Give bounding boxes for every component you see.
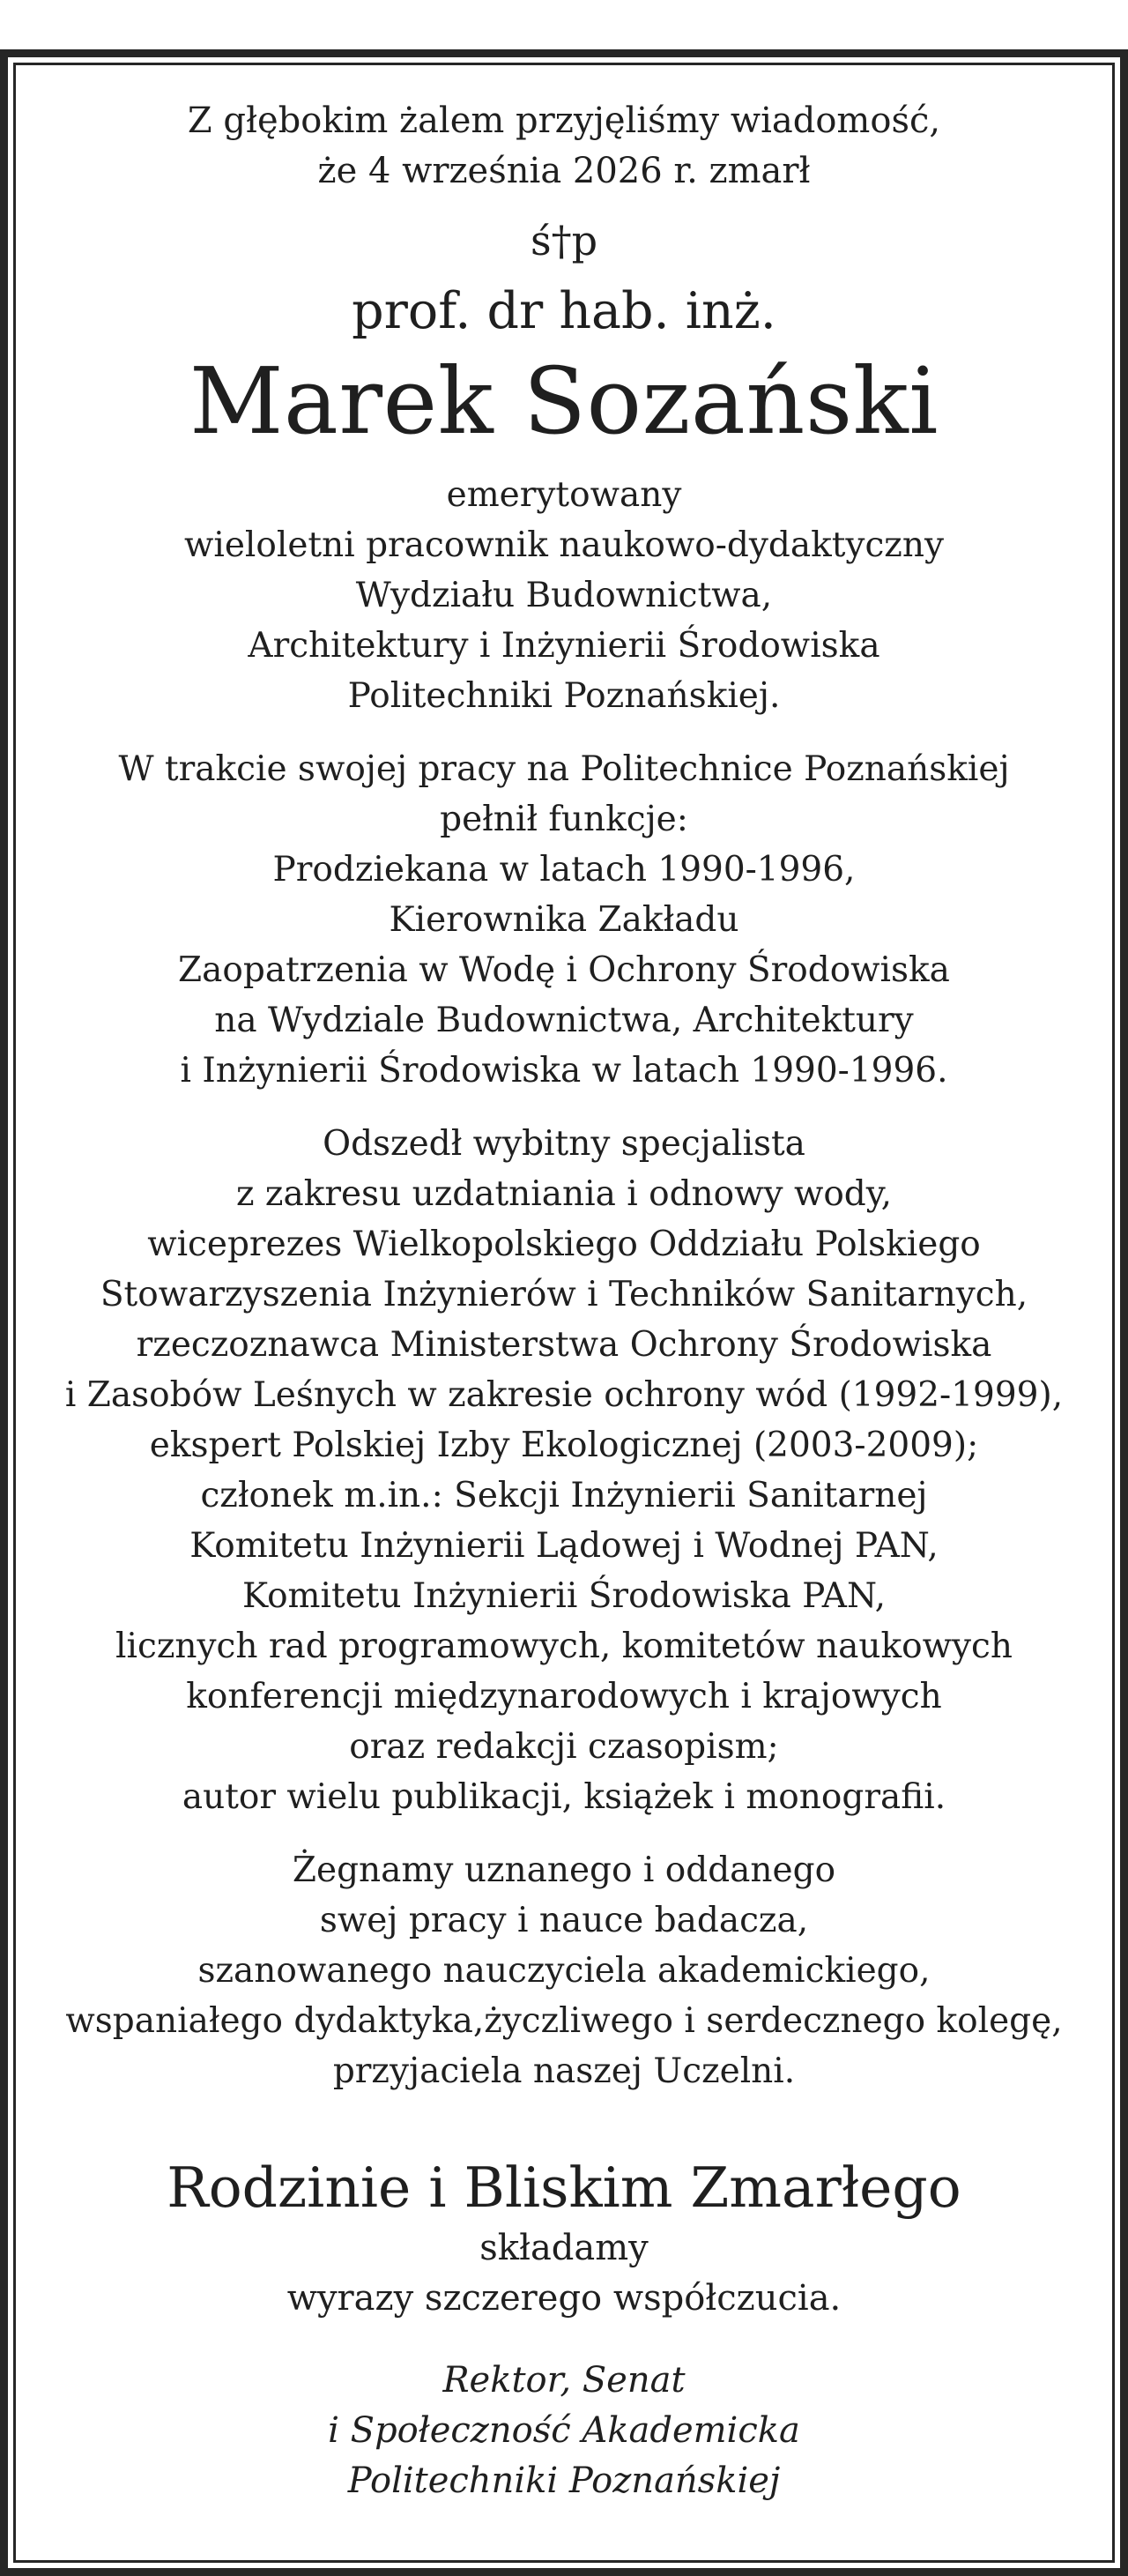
- paragraph-line: konferencji międzynarodowych i krajowych: [186, 1677, 942, 1716]
- paragraph-line: Prodziekana w latach 1990-1996,: [272, 850, 856, 890]
- paragraph-line: Zaopatrzenia w Wodę i Ochrony Środowiska: [178, 950, 950, 990]
- paragraph-line: swej pracy i nauce badacza,: [319, 1901, 809, 1940]
- paragraph-line: i Inżynierii Środowiska w latach 1990-1996.: [180, 1051, 948, 1091]
- intro-line: Z głębokim żalem przyjęliśmy wiadomość,: [187, 101, 941, 141]
- intro-line: że 4 września 2026 r. zmarł: [317, 151, 811, 191]
- paragraph-line: Komitetu Inżynierii Środowiska PAN,: [241, 1576, 886, 1616]
- paragraph-line: oraz redakcji czasopism;: [349, 1727, 779, 1767]
- paragraph-line: wieloletni pracownik naukowo-dydaktyczny: [183, 525, 945, 565]
- paragraph-line: Stowarzyszenia Inżynierów i Techników Sanitarnych,: [100, 1275, 1028, 1314]
- paragraph-line: Odszedł wybitny specjalista: [323, 1124, 805, 1164]
- paragraph-line: Komitetu Inżynierii Lądowej i Wodnej PAN,: [189, 1526, 939, 1566]
- paragraph-achievements: [8, 1119, 1120, 1822]
- condolence-line: wyrazy szczerego współczucia.: [286, 2278, 842, 2319]
- paragraph-line: wspaniałego dydaktyka,życzliwego i serdecznego kolegę,: [65, 2001, 1063, 2041]
- condolence-text: [8, 2223, 1120, 2324]
- condolence-heading: Rodzinie i Bliskim Zmarłego: [167, 2155, 961, 2220]
- paragraph-line: i Zasobów Leśnych w zakresie ochrony wód (1992-1999),: [64, 1375, 1064, 1415]
- paragraph-line: pełnił funkcje:: [440, 800, 688, 839]
- condolence-line: składamy: [479, 2228, 649, 2268]
- obituary-content: [8, 96, 1120, 2506]
- obituary-paper: [8, 57, 1120, 2568]
- obituary-outer-border: [0, 49, 1128, 2576]
- paragraph-farewell: [8, 1845, 1120, 2096]
- paragraph-line: szanowanego nauczyciela akademickiego,: [197, 1951, 931, 1991]
- paragraph-line: Wydziału Budownictwa,: [355, 576, 773, 615]
- paragraph-line: rzeczoznawca Ministerstwa Ochrony Środowiska: [136, 1325, 992, 1365]
- paragraph-line: Kierownika Zakładu: [389, 900, 739, 940]
- paragraph-line: na Wydziale Budownictwa, Architektury: [214, 1001, 914, 1040]
- deceased-name: Marek Sozański: [189, 347, 939, 455]
- paragraph-line: wiceprezes Wielkopolskiego Oddziału Polskiego: [147, 1225, 981, 1264]
- paragraph-line: autor wielu publikacji, książek i monografii.: [182, 1777, 946, 1817]
- paragraph-line: licznych rad programowych, komitetów naukowych: [115, 1627, 1013, 1666]
- paragraph-functions: [8, 744, 1120, 1096]
- paragraph-line: W trakcie swojej pracy na Politechnice Poznańskiej: [118, 749, 1010, 789]
- paragraph-line: emerytowany: [446, 475, 682, 515]
- academic-title: prof. dr hab. inż.: [352, 282, 776, 340]
- signature-line: i Społeczność Akademicka: [328, 2410, 800, 2451]
- paragraph-line: z zakresu uzdatniania i odnowy wody,: [235, 1174, 893, 1214]
- paragraph-line: Architektury i Inżynierii Środowiska: [248, 626, 880, 666]
- paragraph-line: przyjaciela naszej Uczelni.: [332, 2051, 796, 2091]
- signature-block: [8, 2356, 1120, 2506]
- paragraph-line: członek m.in.: Sekcji Inżynierii Sanitarnej: [200, 1476, 928, 1515]
- paragraph-line: Politechniki Poznańskiej.: [347, 676, 781, 716]
- signature-line: Politechniki Poznańskiej: [347, 2461, 781, 2501]
- obituary-intro: [8, 96, 1120, 197]
- paragraph-position: [8, 470, 1120, 721]
- stp-cross-mark: ś†p: [530, 217, 598, 264]
- paragraph-line: ekspert Polskiej Izby Ekologicznej (2003-2009);: [149, 1426, 979, 1465]
- signature-line: Rektor, Senat: [442, 2360, 686, 2401]
- paragraph-line: Żegnamy uznanego i oddanego: [292, 1850, 836, 1890]
